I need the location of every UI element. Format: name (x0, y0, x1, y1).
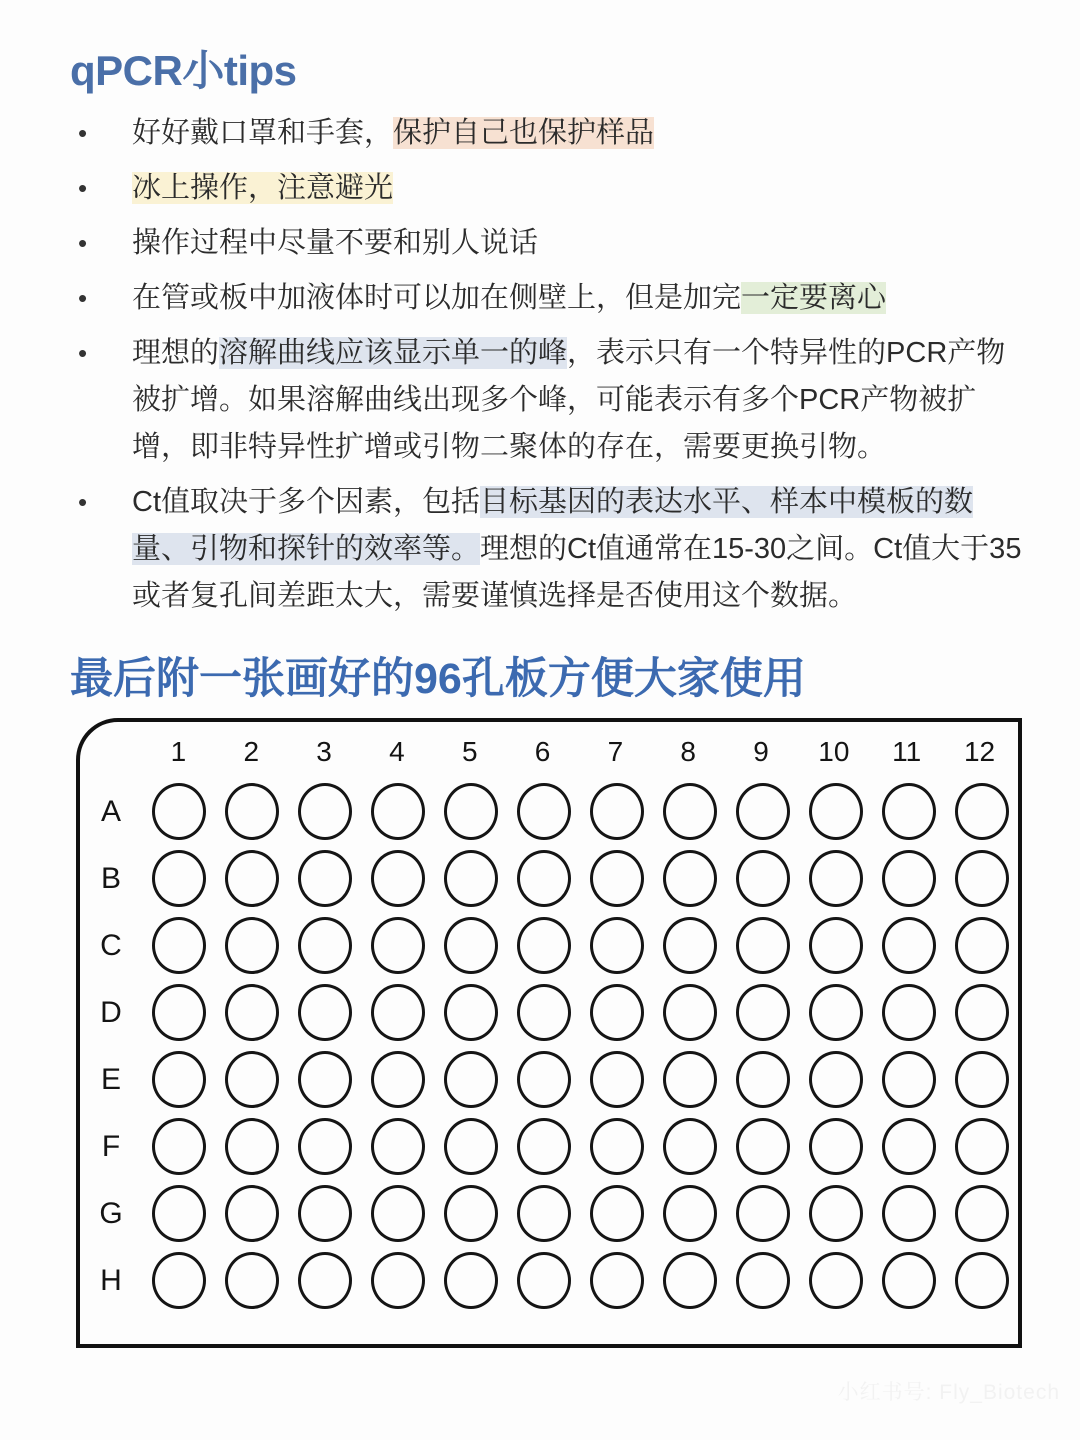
plate-row-wells (142, 917, 1018, 974)
plate-well-cell[interactable] (361, 850, 434, 907)
plate-well-B7[interactable] (590, 850, 644, 907)
plate-well-H5[interactable] (444, 1252, 498, 1309)
plate-well-cell[interactable] (872, 1051, 945, 1108)
plate-well-F2[interactable] (225, 1118, 279, 1175)
plate-well-C1[interactable] (152, 917, 206, 974)
plate-well-E2[interactable] (225, 1051, 279, 1108)
plate-row-wells (142, 1185, 1018, 1242)
plate-column-header: 3 (316, 736, 332, 767)
plate-well-F11[interactable] (882, 1118, 936, 1175)
plate-well-C3[interactable] (298, 917, 352, 974)
plate-row-wells (142, 783, 1018, 840)
plate-well-cell[interactable] (580, 1051, 653, 1108)
plate-row (80, 845, 1018, 912)
tip-item (70, 110, 1030, 157)
plate-well-B2[interactable] (225, 850, 279, 907)
plate-well-H12[interactable] (955, 1252, 1009, 1309)
plate-well-H4[interactable] (371, 1252, 425, 1309)
plate-well-B10[interactable] (809, 850, 863, 907)
tip-item (70, 330, 1030, 471)
plate-well-D8[interactable] (663, 984, 717, 1041)
plate-well-D4[interactable] (371, 984, 425, 1041)
plate-well-cell[interactable] (215, 1185, 288, 1242)
plate-well-B8[interactable] (663, 850, 717, 907)
plate-row-label: H (100, 1263, 122, 1297)
plate-well-E10[interactable] (809, 1051, 863, 1108)
plate-well-cell[interactable] (142, 984, 215, 1041)
plain-text: 操作过程中尽量不要和别人说话 (132, 227, 539, 259)
plate-row (80, 778, 1018, 845)
plate-well-cell[interactable] (507, 1051, 580, 1108)
highlighted-text: 目标基因的表达水平、样本中模板的数量、引物和探针的效率等。 (132, 486, 974, 565)
plate-well-cell[interactable] (945, 783, 1018, 840)
plate-well-cell[interactable] (142, 783, 215, 840)
plate-well-cell[interactable] (872, 1252, 945, 1309)
plate-well-cell[interactable] (799, 1051, 872, 1108)
plate-well-cell[interactable] (726, 1051, 799, 1108)
plate-column-header: 12 (963, 736, 996, 767)
plate-well-cell[interactable] (142, 1051, 215, 1108)
plain-text: ，表示只有一个特异性的PCR产物被扩增。如果溶解曲线出现多个峰，可能表示有多个PCR产物被扩增，即非特异性扩增或引物二聚体的存在，需要更换引物。 (132, 337, 1006, 463)
plate-well-cell[interactable] (361, 1051, 434, 1108)
plate-well-D6[interactable] (517, 984, 571, 1041)
plate-well-G2[interactable] (225, 1185, 279, 1242)
plate-well-B6[interactable] (517, 850, 571, 907)
plate-well-E9[interactable] (736, 1051, 790, 1108)
plate-well-cell[interactable] (726, 917, 799, 974)
plate-well-C10[interactable] (809, 917, 863, 974)
plate-well-G10[interactable] (809, 1185, 863, 1242)
plate-well-A6[interactable] (517, 783, 571, 840)
plate-well-F1[interactable] (152, 1118, 206, 1175)
plate-well-H1[interactable] (152, 1252, 206, 1309)
plate-well-G8[interactable] (663, 1185, 717, 1242)
plate-well-cell[interactable] (726, 1252, 799, 1309)
plate-well-B11[interactable] (882, 850, 936, 907)
plate-row-label: G (99, 1196, 123, 1230)
plate-well-F10[interactable] (809, 1118, 863, 1175)
plate-well-D1[interactable] (152, 984, 206, 1041)
plate-well-cell[interactable] (434, 783, 507, 840)
plate-well-cell[interactable] (215, 1118, 288, 1175)
tip-text (132, 330, 1030, 471)
plate-well-H7[interactable] (590, 1252, 644, 1309)
tip-text (132, 165, 1030, 212)
plate-well-cell[interactable] (142, 1118, 215, 1175)
plate-well-cell[interactable] (507, 783, 580, 840)
plate-column-header: 1 (170, 736, 187, 767)
plate-well-cell[interactable] (507, 850, 580, 907)
tip-item (70, 275, 1030, 322)
plate-well-G9[interactable] (736, 1185, 790, 1242)
plate-well-cell[interactable] (872, 1185, 945, 1242)
plate-well-cell[interactable] (215, 1252, 288, 1309)
plate-well-cell[interactable] (653, 917, 726, 974)
plate-well-C8[interactable] (663, 917, 717, 974)
plate-column-header: 6 (534, 736, 551, 767)
plate-column-header: 9 (753, 736, 769, 767)
plate-row (80, 912, 1018, 979)
plate-column-header: 7 (607, 736, 624, 767)
tip-text (132, 220, 1030, 267)
plate-well-D7[interactable] (590, 984, 644, 1041)
tip-text (132, 275, 1030, 322)
plate-well-F12[interactable] (955, 1118, 1009, 1175)
96-well-plate (76, 718, 1022, 1348)
plate-well-cell[interactable] (215, 984, 288, 1041)
plate-row (80, 979, 1018, 1046)
plate-well-C7[interactable] (590, 917, 644, 974)
plate-well-C5[interactable] (444, 917, 498, 974)
plate-well-H2[interactable] (225, 1252, 279, 1309)
plate-well-cell[interactable] (361, 917, 434, 974)
plate-well-cell[interactable] (945, 850, 1018, 907)
plate-well-cell[interactable] (726, 850, 799, 907)
plate-well-cell[interactable] (945, 917, 1018, 974)
plate-well-cell[interactable] (434, 850, 507, 907)
plate-well-cell[interactable] (799, 984, 872, 1041)
page-title: qPCR小tips (70, 47, 297, 94)
plate-well-B1[interactable] (152, 850, 206, 907)
plain-text: 理想的Ct值通常在15-30之间。Ct值大于35或者复孔间差距太大，需要谨慎选择是否使用这个数据。 (132, 533, 1022, 612)
plate-well-cell[interactable] (872, 850, 945, 907)
plate-well-E6[interactable] (517, 1051, 571, 1108)
plate-well-B9[interactable] (736, 850, 790, 907)
plate-well-H11[interactable] (882, 1252, 936, 1309)
plate-well-A2[interactable] (225, 783, 279, 840)
plate-well-E3[interactable] (298, 1051, 352, 1108)
plate-well-cell[interactable] (872, 783, 945, 840)
plate-well-H10[interactable] (809, 1252, 863, 1309)
plate-well-D12[interactable] (955, 984, 1009, 1041)
plate-row (80, 1046, 1018, 1113)
plate-well-cell[interactable] (142, 850, 215, 907)
plate-well-G11[interactable] (882, 1185, 936, 1242)
plate-rows (80, 778, 1018, 1314)
plate-well-cell[interactable] (726, 1185, 799, 1242)
plate-row (80, 1113, 1018, 1180)
plate-well-A7[interactable] (590, 783, 644, 840)
plate-well-cell[interactable] (945, 1118, 1018, 1175)
plate-well-cell[interactable] (434, 1118, 507, 1175)
plate-well-A4[interactable] (371, 783, 425, 840)
plate-well-cell[interactable] (288, 783, 361, 840)
plate-well-cell[interactable] (945, 1252, 1018, 1309)
plate-row-wells (142, 1051, 1018, 1108)
plate-well-cell[interactable] (434, 917, 507, 974)
tip-text (132, 479, 1030, 620)
plate-well-cell[interactable] (434, 984, 507, 1041)
plate-well-cell[interactable] (726, 984, 799, 1041)
plate-well-cell[interactable] (580, 850, 653, 907)
plate-well-C4[interactable] (371, 917, 425, 974)
plain-text: 在管或板中加液体时可以加在侧壁上，但是加完 (132, 282, 742, 314)
plate-well-cell[interactable] (288, 917, 361, 974)
plate-well-B12[interactable] (955, 850, 1009, 907)
bullet-icon: • (78, 487, 88, 517)
plate-well-C9[interactable] (736, 917, 790, 974)
plate-well-E12[interactable] (955, 1051, 1009, 1108)
plate-well-A12[interactable] (955, 783, 1009, 840)
plate-well-cell[interactable] (288, 1118, 361, 1175)
plate-well-C6[interactable] (517, 917, 571, 974)
plate-well-cell[interactable] (361, 984, 434, 1041)
plate-well-cell[interactable] (580, 1252, 653, 1309)
tip-item (70, 165, 1030, 212)
plate-well-G1[interactable] (152, 1185, 206, 1242)
plate-well-cell[interactable] (142, 1185, 215, 1242)
plate-grid (80, 722, 1018, 1344)
plate-well-cell[interactable] (580, 917, 653, 974)
plate-well-cell[interactable] (288, 850, 361, 907)
highlighted-text: 保护自己也保护样品 (393, 117, 655, 149)
plate-well-A8[interactable] (663, 783, 717, 840)
plate-well-cell[interactable] (288, 1252, 361, 1309)
plate-well-cell[interactable] (507, 1118, 580, 1175)
plate-well-cell[interactable] (726, 783, 799, 840)
plate-well-cell[interactable] (580, 1118, 653, 1175)
plate-well-cell[interactable] (653, 1252, 726, 1309)
plate-well-cell[interactable] (945, 1185, 1018, 1242)
plate-column-header: 2 (243, 736, 260, 767)
plate-well-cell[interactable] (726, 1118, 799, 1175)
plate-well-cell[interactable] (215, 783, 288, 840)
plate-well-cell[interactable] (945, 984, 1018, 1041)
plate-well-F7[interactable] (590, 1118, 644, 1175)
plate-well-cell[interactable] (580, 783, 653, 840)
plate-row-label: F (101, 1129, 121, 1163)
bullet-icon: • (78, 228, 88, 258)
plate-well-cell[interactable] (945, 1051, 1018, 1108)
plate-well-cell[interactable] (361, 1185, 434, 1242)
plate-well-cell[interactable] (288, 1051, 361, 1108)
bullet-icon: • (78, 338, 88, 368)
watermark: 小红书号: Fly_Biotech (837, 1381, 1060, 1404)
plate-well-D3[interactable] (298, 984, 352, 1041)
plate-row-wells (142, 850, 1018, 907)
plate-well-cell[interactable] (434, 1051, 507, 1108)
plate-well-A9[interactable] (736, 783, 790, 840)
plate-row-label: E (100, 1062, 121, 1096)
plate-well-cell[interactable] (653, 1118, 726, 1175)
plate-well-cell[interactable] (872, 917, 945, 974)
plate-column-header: 10 (818, 736, 850, 767)
plate-well-cell[interactable] (799, 917, 872, 974)
plate-well-cell[interactable] (799, 1118, 872, 1175)
plate-well-H6[interactable] (517, 1252, 571, 1309)
bullet-icon: • (78, 118, 88, 148)
plate-well-cell[interactable] (434, 1252, 507, 1309)
tip-item (70, 220, 1030, 267)
plate-well-F6[interactable] (517, 1118, 571, 1175)
plate-row-label: A (100, 794, 121, 828)
plate-well-G5[interactable] (444, 1185, 498, 1242)
plate-well-E7[interactable] (590, 1051, 644, 1108)
plate-well-C12[interactable] (955, 917, 1009, 974)
plate-well-G3[interactable] (298, 1185, 352, 1242)
plate-well-D10[interactable] (809, 984, 863, 1041)
plate-well-F9[interactable] (736, 1118, 790, 1175)
plate-well-cell[interactable] (142, 1252, 215, 1309)
plate-well-B5[interactable] (444, 850, 498, 907)
plate-well-cell[interactable] (215, 850, 288, 907)
plate-well-cell[interactable] (434, 1185, 507, 1242)
plate-well-cell[interactable] (799, 1185, 872, 1242)
plate-well-B4[interactable] (371, 850, 425, 907)
highlighted-text: 冰上操作，注意避光 (132, 172, 394, 204)
plate-column-header: 11 (892, 736, 922, 767)
plate-well-A11[interactable] (882, 783, 936, 840)
plate-well-cell[interactable] (361, 783, 434, 840)
plain-text: 好好戴口罩和手套， (132, 117, 394, 149)
bullet-icon: • (78, 173, 88, 203)
plate-row (80, 1247, 1018, 1314)
plate-well-cell[interactable] (507, 1185, 580, 1242)
plate-well-G6[interactable] (517, 1185, 571, 1242)
plate-row-label: C (100, 928, 122, 962)
plate-well-cell[interactable] (580, 1185, 653, 1242)
plate-well-H9[interactable] (736, 1252, 790, 1309)
plate-well-cell[interactable] (142, 917, 215, 974)
plate-well-C2[interactable] (225, 917, 279, 974)
plate-well-E11[interactable] (882, 1051, 936, 1108)
plate-well-C11[interactable] (882, 917, 936, 974)
plate-column-header: 4 (389, 736, 405, 767)
plate-well-E8[interactable] (663, 1051, 717, 1108)
plate-well-H3[interactable] (298, 1252, 352, 1309)
plate-row-wells (142, 984, 1018, 1041)
plate-well-cell[interactable] (288, 984, 361, 1041)
plate-row-label: B (100, 861, 121, 895)
plate-well-cell[interactable] (215, 1051, 288, 1108)
plate-well-E5[interactable] (444, 1051, 498, 1108)
plate-well-A5[interactable] (444, 783, 498, 840)
plate-well-F4[interactable] (371, 1118, 425, 1175)
plain-text: 理想的 (132, 337, 220, 369)
bullet-icon: • (78, 283, 88, 313)
plate-well-B3[interactable] (298, 850, 352, 907)
plate-column-headers (142, 730, 1016, 774)
plate-well-D11[interactable] (882, 984, 936, 1041)
highlighted-text: 一定要离心 (741, 282, 887, 314)
plate-row-label: D (100, 995, 122, 1029)
plate-well-H8[interactable] (663, 1252, 717, 1309)
plate-column-header: 5 (461, 736, 478, 767)
plate-well-A3[interactable] (298, 783, 352, 840)
plate-well-cell[interactable] (872, 984, 945, 1041)
plate-well-cell[interactable] (872, 1118, 945, 1175)
plate-well-cell[interactable] (799, 783, 872, 840)
plate-well-D5[interactable] (444, 984, 498, 1041)
plate-well-F5[interactable] (444, 1118, 498, 1175)
plate-row (80, 1180, 1018, 1247)
plate-column-header: 8 (680, 736, 696, 767)
plate-well-E1[interactable] (152, 1051, 206, 1108)
plate-well-D2[interactable] (225, 984, 279, 1041)
plate-well-D9[interactable] (736, 984, 790, 1041)
plain-text: Ct值取决于多个因素，包括 (132, 486, 481, 518)
plate-well-cell[interactable] (653, 1185, 726, 1242)
tip-text (132, 110, 1030, 157)
plate-well-F8[interactable] (663, 1118, 717, 1175)
plate-well-cell[interactable] (361, 1252, 434, 1309)
plate-subheading: 最后附一张画好的96孔板方便大家使用 (70, 655, 806, 703)
plate-row-wells (142, 1118, 1018, 1175)
plate-well-cell[interactable] (653, 984, 726, 1041)
plate-well-cell[interactable] (799, 1252, 872, 1309)
tip-item (70, 479, 1030, 620)
plate-well-cell[interactable] (507, 1252, 580, 1309)
plate-row-wells (142, 1252, 1018, 1309)
plate-well-cell[interactable] (215, 917, 288, 974)
plate-well-cell[interactable] (653, 1051, 726, 1108)
plate-well-A1[interactable] (152, 783, 206, 840)
tips-list (70, 110, 1030, 628)
plate-well-cell[interactable] (799, 850, 872, 907)
plate-well-cell[interactable] (653, 850, 726, 907)
plate-well-G7[interactable] (590, 1185, 644, 1242)
plate-well-cell[interactable] (507, 917, 580, 974)
plate-well-cell[interactable] (653, 783, 726, 840)
plate-well-cell[interactable] (580, 984, 653, 1041)
plate-well-G12[interactable] (955, 1185, 1009, 1242)
plate-well-F3[interactable] (298, 1118, 352, 1175)
plate-well-G4[interactable] (371, 1185, 425, 1242)
plate-well-cell[interactable] (507, 984, 580, 1041)
plate-well-A10[interactable] (809, 783, 863, 840)
plate-well-cell[interactable] (288, 1185, 361, 1242)
plate-well-cell[interactable] (361, 1118, 434, 1175)
plate-well-E4[interactable] (371, 1051, 425, 1108)
highlighted-text: 溶解曲线应该显示单一的峰 (219, 337, 568, 369)
